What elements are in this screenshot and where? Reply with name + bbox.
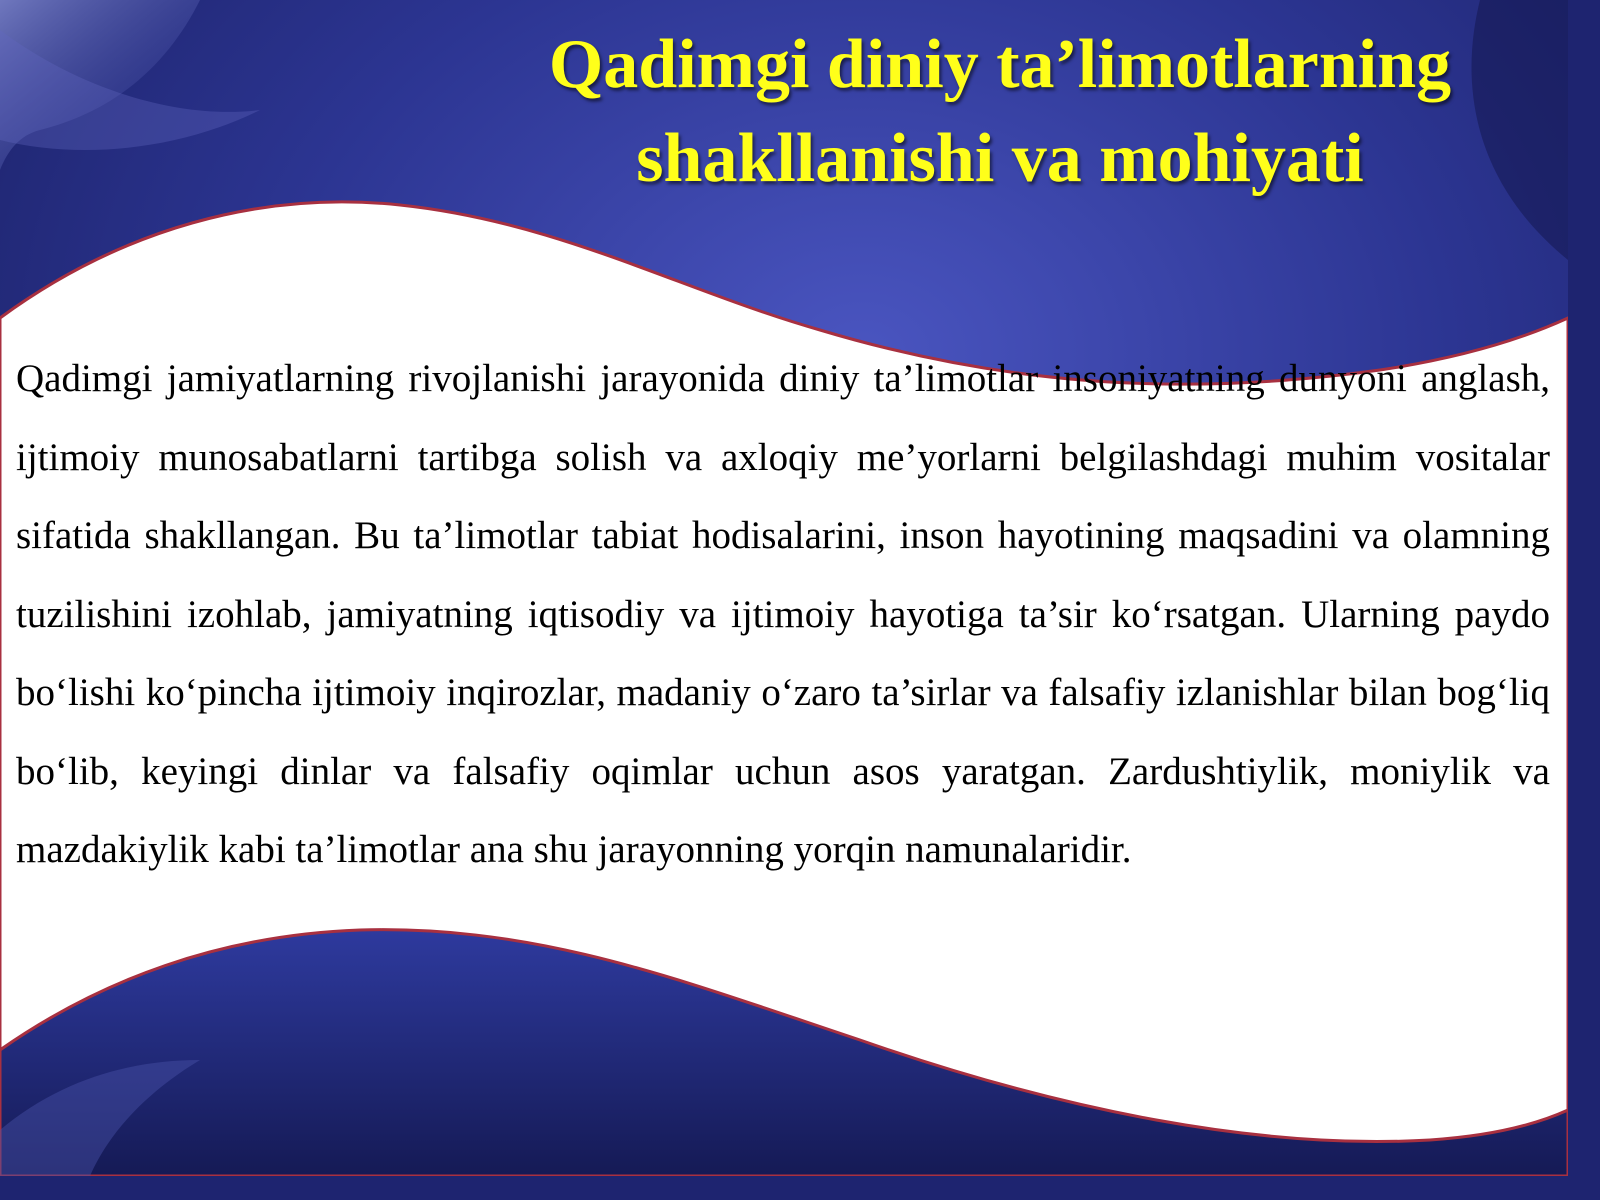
slide-title-line-2: shakllanishi va mohiyati xyxy=(636,120,1364,197)
slide-title xyxy=(450,18,1550,206)
slide-title-line-1: Qadimgi diniy ta’limotlarning xyxy=(548,26,1452,103)
slide-body-text: Qadimgi jamiyatlarning rivojlanishi jarayonida diniy ta’limotlar insoniyatning dunyoni anglash, ijtimoiy munosabatlarni tartibga solish va axloqiy me’yorlarni belgilashdagi muhim vositalar sifatida shakllangan. Bu ta’limotlar tabiat hodisalarini, inson hayotining maqsadini va olamning tuzilishini izohlab, jamiyatning iqtisodiy va ijtimoiy hayotiga ta’sir ko‘rsatgan. Ularning paydo bo‘lishi ko‘pincha ijtimoiy inqirozlar, madaniy o‘zaro ta’sirlar va falsafiy izlanishlar bilan bog‘liq bo‘lib, keyingi dinlar va falsafiy oqimlar uchun asos yaratgan. Zardushtiylik, moniylik va mazdakiylik kabi ta’limotlar ana shu jarayonning yorqin namunalaridir. xyxy=(16,357,1550,871)
